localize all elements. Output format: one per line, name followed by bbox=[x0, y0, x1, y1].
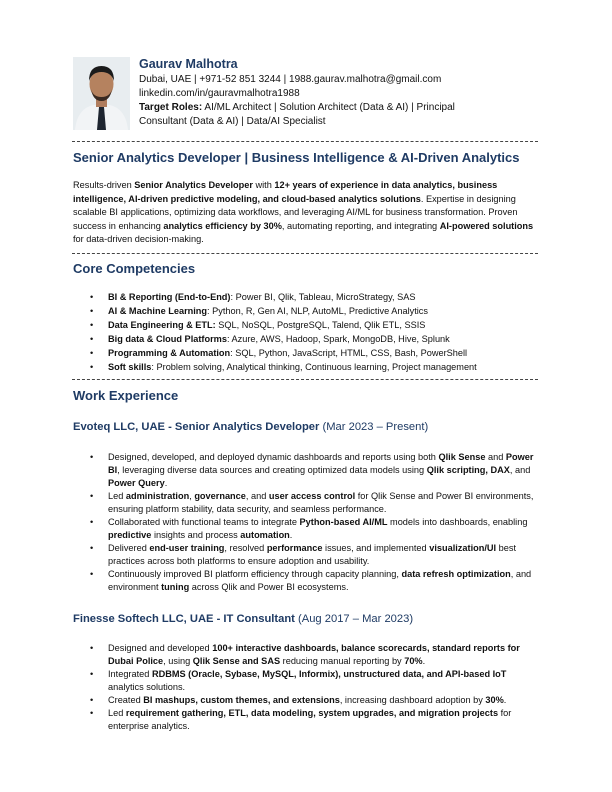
text: , resolved bbox=[224, 543, 267, 553]
bold-text: predictive bbox=[108, 530, 152, 540]
bold-text: 12+ years of experience in data analytics, business intelligence, AI-driven predictive modeling, and cloud-based analytics solutions bbox=[73, 180, 498, 204]
bold-text: Power Query bbox=[108, 478, 165, 488]
text: : Power BI, Qlik, Tableau, MicroStrategy, SAS bbox=[230, 292, 416, 302]
text: Integrated bbox=[108, 669, 152, 679]
bold-text: administration bbox=[125, 491, 190, 501]
job-dates: (Mar 2023 – Present) bbox=[319, 421, 429, 433]
job-title bbox=[73, 421, 428, 433]
divider bbox=[72, 141, 538, 145]
headline: Senior Analytics Developer | Business Intelligence & AI-Driven Analytics bbox=[73, 150, 520, 165]
text: , leveraging diverse data sources and creating optimized data models using bbox=[117, 465, 427, 475]
list-item bbox=[90, 542, 542, 568]
bold-text: Python-based AI/ML bbox=[299, 517, 388, 527]
text: : Python, R, Gen AI, NLP, AutoML, Predictive Analytics bbox=[207, 306, 428, 316]
bold-text: AI-powered solutions bbox=[439, 220, 534, 231]
text: . bbox=[422, 656, 426, 666]
linkedin-link[interactable]: linkedin.com/in/gauravmalhotra1988 bbox=[139, 88, 300, 99]
bold-text: performance bbox=[266, 543, 323, 553]
text: Led bbox=[108, 491, 126, 501]
bold-text: BI mashups, custom themes, and extensions bbox=[143, 695, 340, 705]
bold-text: user access control bbox=[268, 491, 356, 501]
list-item bbox=[90, 707, 542, 733]
text: , increasing dashboard adoption by bbox=[339, 695, 486, 705]
job-company-role: Finesse Softech LLC, UAE - IT Consultant bbox=[73, 613, 295, 625]
text: insights and process bbox=[151, 530, 241, 540]
bold-text: Qlik scripting, DAX bbox=[426, 465, 510, 475]
job-title bbox=[73, 613, 413, 625]
job-company-role: Evoteq LLC, UAE - Senior Analytics Developer bbox=[73, 421, 320, 433]
text: and bbox=[485, 452, 506, 462]
bold-text: Qlik Sense and SAS bbox=[192, 656, 281, 666]
text: Created bbox=[108, 695, 144, 705]
bold-text: data refresh optimization bbox=[401, 569, 511, 579]
list-item bbox=[90, 360, 542, 374]
list-item bbox=[90, 346, 542, 360]
summary-paragraph bbox=[73, 179, 543, 247]
list-item bbox=[90, 516, 542, 542]
text: , automating reporting, and integrating bbox=[281, 220, 440, 231]
text: Continuously improved BI platform efficiency through capacity planning, bbox=[108, 569, 402, 579]
text: for Qlik Sense and Power BI environments, ensuring platform stability, data security, and seamless performance. bbox=[108, 491, 534, 514]
list-item bbox=[90, 694, 542, 707]
target-roles-label: Target Roles: bbox=[139, 102, 203, 113]
target-roles bbox=[139, 101, 479, 129]
text: analytics solutions. bbox=[108, 682, 186, 692]
divider bbox=[72, 379, 538, 383]
text: reducing manual reporting by bbox=[280, 656, 405, 666]
text: , using bbox=[163, 656, 193, 666]
core-competencies-heading: Core Competencies bbox=[73, 261, 196, 276]
text: , and bbox=[245, 491, 269, 501]
list-item bbox=[90, 642, 542, 668]
bold-text: Data Engineering & ETL: bbox=[108, 320, 216, 330]
text: . bbox=[289, 530, 293, 540]
bold-text: Soft skills bbox=[108, 362, 152, 372]
list-item bbox=[90, 668, 542, 694]
job-bullets bbox=[90, 642, 542, 733]
bold-text: Big data & Cloud Platforms bbox=[108, 334, 227, 344]
text: : SQL, Python, JavaScript, HTML, CSS, Bash, PowerShell bbox=[230, 348, 468, 358]
competencies-list bbox=[90, 290, 542, 374]
text: SQL, NoSQL, PostgreSQL, Talend, Qlik ETL, SSIS bbox=[215, 320, 426, 330]
text: . bbox=[164, 478, 168, 488]
person-photo-icon bbox=[73, 57, 130, 130]
text: for enterprise analytics. bbox=[108, 708, 512, 731]
list-item bbox=[90, 332, 542, 346]
list-item bbox=[90, 568, 542, 594]
bold-text: governance bbox=[194, 491, 246, 501]
text: across Qlik and Power BI ecosystems. bbox=[189, 582, 349, 592]
contact-line: Dubai, UAE | +971-52 851 3244 | 1988.gaurav.malhotra@gmail.com bbox=[139, 74, 442, 85]
text: Results-driven bbox=[73, 180, 135, 190]
job-dates: (Aug 2017 – Mar 2023) bbox=[294, 613, 414, 625]
text: models into dashboards, enabling bbox=[387, 517, 528, 527]
job-bullets bbox=[90, 451, 542, 594]
bold-text: visualization/UI bbox=[429, 543, 497, 553]
text: , and bbox=[509, 465, 531, 475]
bold-text: end-user training bbox=[149, 543, 225, 553]
text: with bbox=[252, 180, 275, 190]
text: . Expertise in designing scalable BI applications, optimizing data workflows, and leveraging AI/ML for business transformation. Proven success in enhancing bbox=[73, 193, 518, 231]
work-experience-heading: Work Experience bbox=[73, 388, 179, 403]
text: : Problem solving, Analytical thinking, Continuous learning, Project management bbox=[151, 362, 477, 372]
bold-text: automation bbox=[240, 530, 290, 540]
bold-text: AI & Machine Learning bbox=[108, 306, 208, 316]
text: , bbox=[189, 491, 195, 501]
text: best practices across both platforms to ensure adoption and usability. bbox=[108, 543, 517, 566]
text: Designed, developed, and deployed dynamic dashboards and reports using both bbox=[108, 452, 439, 462]
list-item bbox=[90, 304, 542, 318]
bold-text: 30% bbox=[485, 695, 504, 705]
text: Delivered bbox=[108, 543, 150, 553]
list-item bbox=[90, 451, 542, 490]
divider bbox=[72, 253, 538, 257]
text: Collaborated with functional teams to integrate bbox=[108, 517, 300, 527]
target-roles-value: AI/ML Architect | Solution Architect (Data & AI) | Principal Consultant (Data & AI) | Data/AI Specialist bbox=[139, 102, 455, 127]
text: Led bbox=[108, 708, 126, 718]
bold-text: 100+ interactive dashboards, balance scorecards, standard reports for Dubai Police bbox=[108, 643, 520, 666]
profile-photo bbox=[73, 57, 130, 130]
bold-text: RDBMS (Oracle, Sybase, MySQL, Informix), unstructured data, and API-based IoT bbox=[151, 669, 507, 679]
text: issues, and implemented bbox=[322, 543, 430, 553]
bold-text: requirement gathering, ETL, data modeling, system upgrades, and migration projects bbox=[125, 708, 499, 718]
candidate-name: Gaurav Malhotra bbox=[139, 57, 238, 71]
text: : Azure, AWS, Hadoop, Spark, MongoDB, Hive, Splunk bbox=[226, 334, 450, 344]
bold-text: Power BI bbox=[108, 452, 534, 475]
bold-text: 70% bbox=[404, 656, 423, 666]
bold-text: BI & Reporting (End-to-End) bbox=[108, 292, 231, 302]
list-item bbox=[90, 490, 542, 516]
bold-text: tuning bbox=[161, 582, 190, 592]
text: for data-driven decision-making. bbox=[73, 234, 204, 244]
text: . bbox=[503, 695, 507, 705]
list-item bbox=[90, 318, 542, 332]
bold-text: Senior Analytics Developer bbox=[134, 180, 253, 190]
text: Designed and developed bbox=[108, 643, 213, 653]
bold-text: analytics efficiency by 30% bbox=[163, 220, 282, 231]
text: , and environment bbox=[108, 569, 532, 592]
list-item bbox=[90, 290, 542, 304]
bold-text: Programming & Automation bbox=[108, 348, 231, 358]
bold-text: Qlik Sense bbox=[438, 452, 486, 462]
